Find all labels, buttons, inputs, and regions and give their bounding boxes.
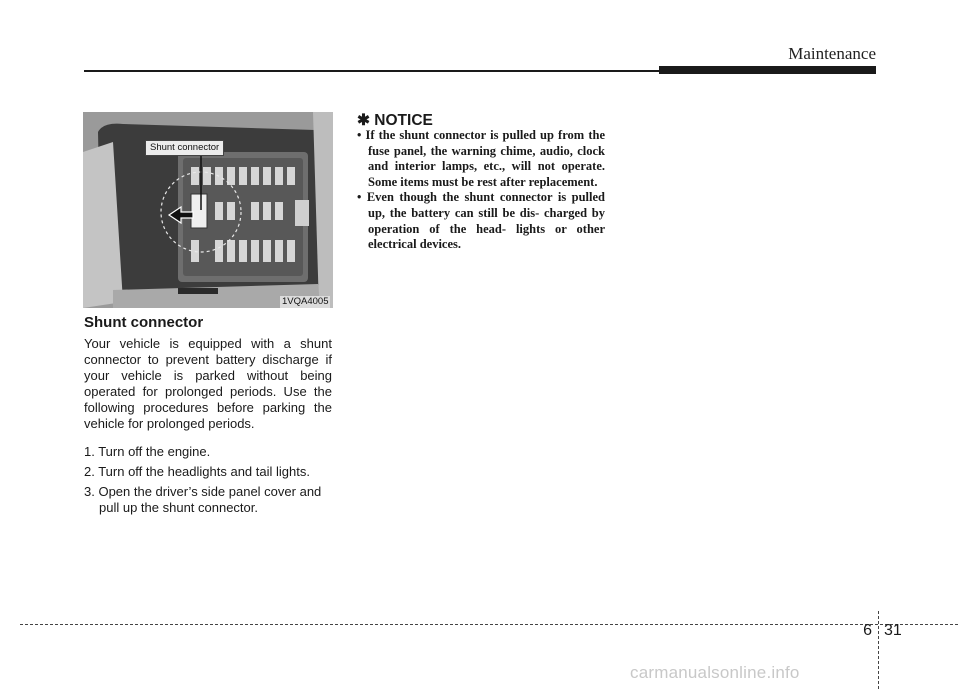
procedure-step: 1. Turn off the engine.: [84, 444, 211, 459]
procedure-step: 3. Open the driver’s side panel cover and pull up the shunt connector.: [84, 484, 322, 515]
notice-heading: ✱ NOTICE: [357, 112, 433, 129]
procedure-step: 2. Turn off the headlights and tail lights.: [84, 464, 310, 479]
chapter-number: 6: [863, 622, 872, 639]
procedure-steps: [84, 444, 340, 520]
footer-rule: [20, 624, 958, 625]
header-rule-bold: [659, 66, 876, 74]
figure-callout-label: Shunt connector: [145, 140, 224, 156]
notice-item: • If the shunt connector is pulled up from the fuse panel, the warning chime, audio, clock and interior lamps, etc., will not operate. Some items must be rest after replacement.: [357, 128, 605, 189]
footer-divider: [878, 611, 879, 689]
watermark: carmanualsonline.info: [630, 663, 800, 682]
notice-item: • Even though the shunt connector is pulled up, the battery can still be dis- charged by operation of the head- lights or other electrical devices.: [357, 190, 605, 252]
page-number: 31: [884, 622, 902, 639]
header-rule: [84, 70, 662, 72]
shunt-connector-description: Your vehicle is equipped with a shunt connector to prevent battery discharge if your vehicle is parked without being operated for prolonged periods. Use the following procedures before parking the vehicle for prolonged periods.: [84, 336, 332, 431]
section-title: Maintenance: [788, 44, 876, 63]
notice-list: [357, 128, 605, 253]
shunt-connector-heading: Shunt connector: [84, 314, 204, 331]
figure-code: 1VQA4005: [282, 296, 329, 307]
